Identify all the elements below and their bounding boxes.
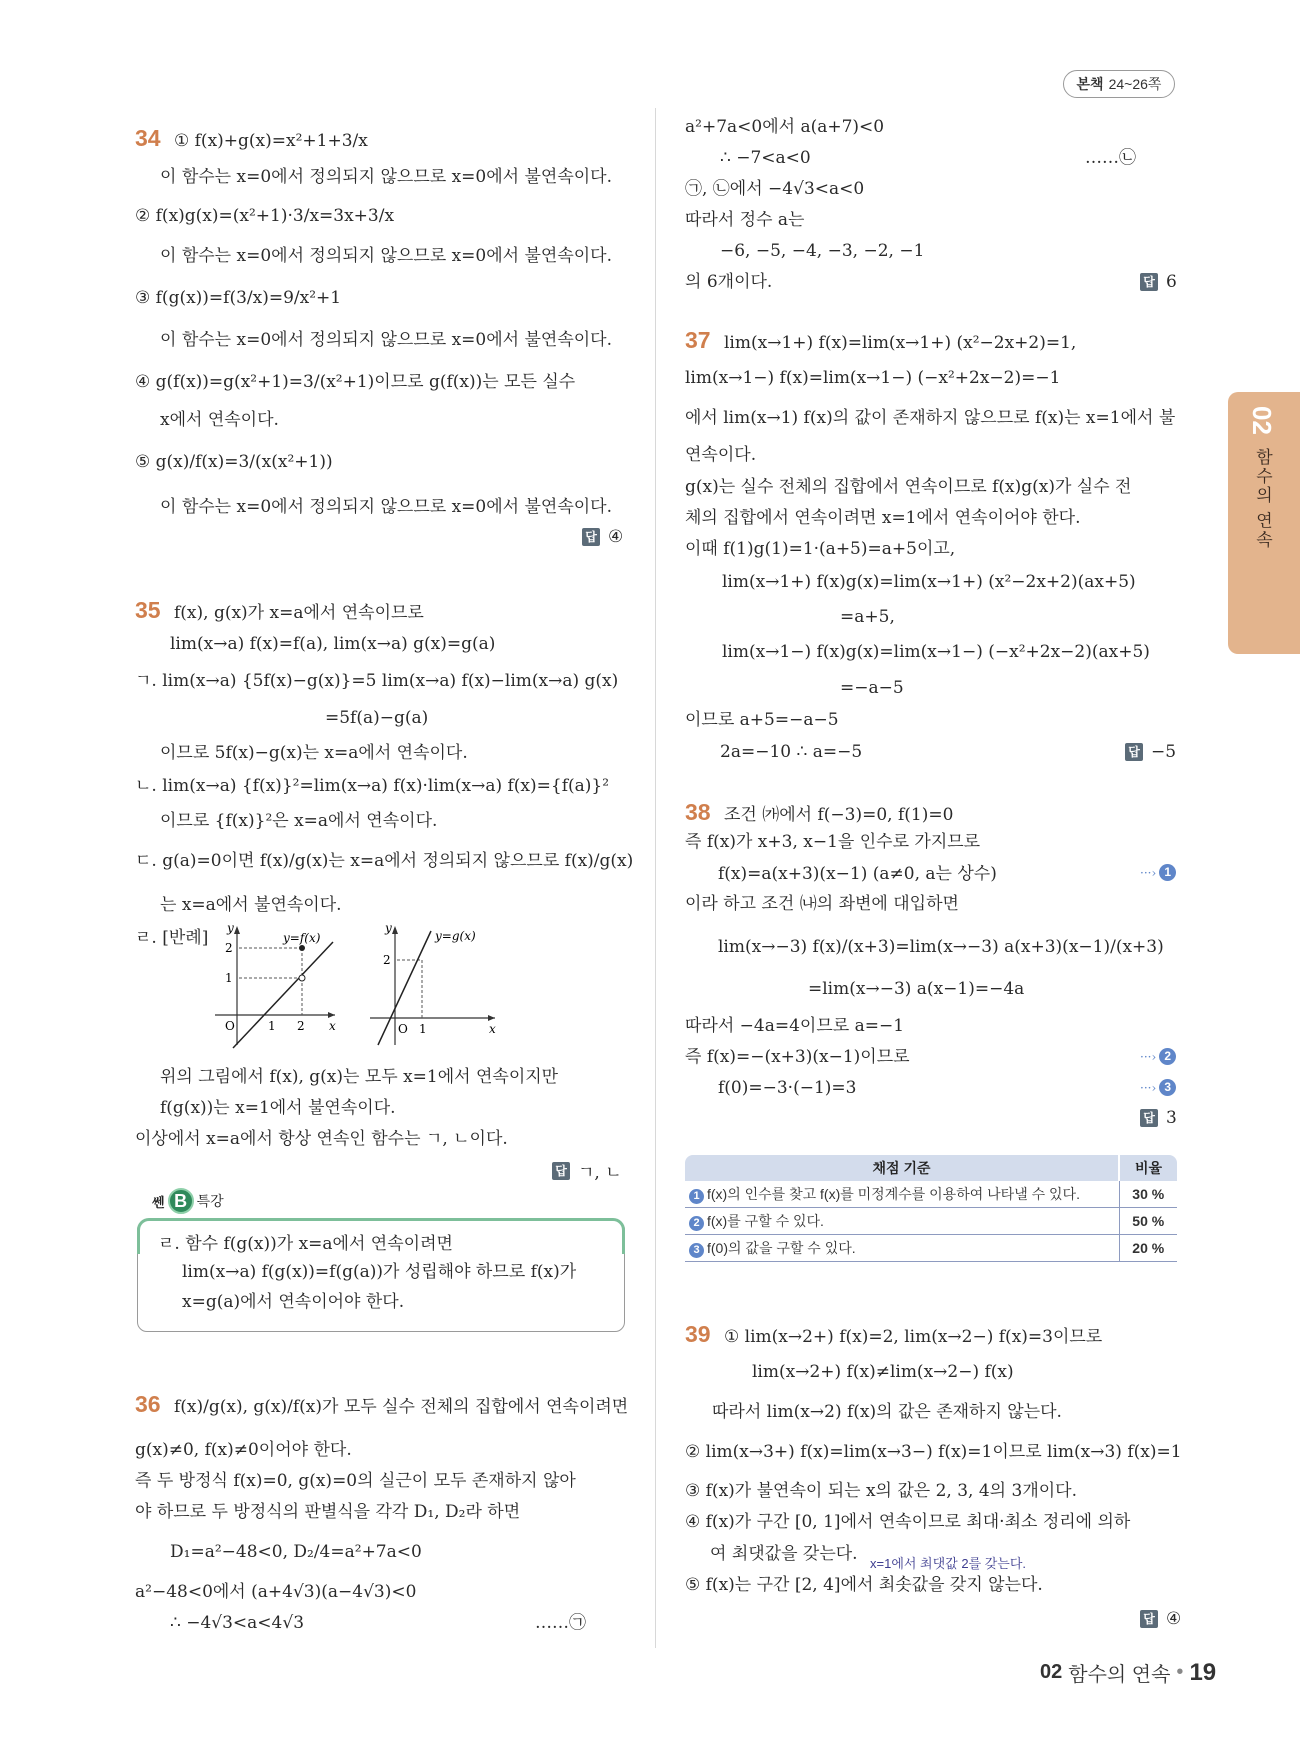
svg-text:1: 1	[225, 971, 233, 985]
step-2-icon: 2	[689, 1216, 704, 1231]
svg-text:y: y	[385, 921, 392, 935]
graph-g-counterexample	[365, 920, 505, 1050]
svg-text:O: O	[225, 1019, 235, 1033]
table-header-criteria: 채점 기준	[685, 1155, 1119, 1181]
q34-line-3: ② f(x)g(x)=(x²+1)·3/x=3x+3/x	[135, 206, 395, 226]
q36-line-2: g(x)≠0, f(x)≠0이어야 한다.	[135, 1440, 352, 1460]
answer-value: 3	[1166, 1108, 1177, 1128]
q35-line-8: ㄷ. g(a)=0이면 f(x)/g(x)는 x=a에서 정의되지 않으므로 f(x)/g(x)	[135, 851, 634, 871]
q34-answer	[582, 527, 623, 547]
question-number: 36	[135, 1391, 161, 1417]
svg-text:2: 2	[297, 1019, 305, 1033]
footer-chapter-number: 02	[1040, 1661, 1063, 1683]
q34-line-4: 이 함수는 x=0에서 정의되지 않으므로 x=0에서 불연속이다.	[160, 246, 612, 266]
answer-icon: 답	[582, 528, 600, 546]
q36-line-12: −6, −5, −4, −3, −2, −1	[720, 241, 925, 261]
q37-line-9: =a+5,	[840, 607, 895, 627]
page-reference-badge	[1063, 70, 1175, 98]
q38-line-1: 조건 ㈎에서 f(−3)=0, f(1)=0	[724, 805, 954, 825]
ratio-value: 20 %	[1119, 1235, 1177, 1262]
q35-line-1: f(x), g(x)가 x=a에서 연속이므로	[174, 603, 424, 623]
tip-badge-icon: B	[168, 1188, 194, 1214]
step-3-icon: 3	[689, 1243, 704, 1258]
q35-line-9: 는 x=a에서 불연속이다.	[160, 895, 342, 915]
q38-line-3: f(x)=a(x+3)(x−1) (a≠0, a는 상수)	[718, 864, 997, 884]
q38-answer	[1140, 1108, 1177, 1128]
q37-line-6: 체의 집합에서 연속이려면 x=1에서 연속이어야 한다.	[685, 508, 1081, 528]
q39-line-8: ⑤ f(x)는 구간 [2, 4]에서 최솟값을 갖지 않는다.	[685, 1575, 1043, 1595]
q39-line-6: ④ f(x)가 구간 [0, 1]에서 연속이므로 최대·최소 정리에 의하	[685, 1512, 1131, 1532]
tip-header	[152, 1188, 224, 1214]
svg-text:y: y	[227, 921, 234, 935]
step-2-icon: 2	[1159, 1048, 1176, 1065]
answer-icon: 답	[1140, 273, 1158, 291]
q36-line-7: ∴ −4√3<a<4√3	[170, 1613, 305, 1633]
svg-text:y=f(x): y=f(x)	[283, 931, 321, 945]
q34-line-6: 이 함수는 x=0에서 정의되지 않으므로 x=0에서 불연속이다.	[160, 330, 612, 350]
table-header-ratio: 비율	[1119, 1155, 1177, 1181]
q36-line-11: 따라서 정수 a는	[685, 210, 805, 230]
q37-line-11: =−a−5	[840, 678, 904, 698]
q36-line-9: ∴ −7<a<0	[720, 148, 811, 168]
q36-line-13: 의 6개이다.	[685, 272, 773, 292]
q36-line-6: a²−48<0에서 (a+4√3)(a−4√3)<0	[135, 1582, 417, 1602]
column-divider	[655, 108, 656, 1648]
chapter-number: 02	[1247, 406, 1277, 435]
q38-line-4: 이라 하고 조건 ㈏의 좌변에 대입하면	[685, 894, 959, 914]
criteria-text: f(0)의 값을 구할 수 있다.	[707, 1240, 856, 1256]
reference-pages: 24~26쪽	[1108, 76, 1162, 92]
ratio-value: 50 %	[1119, 1208, 1177, 1235]
chapter-title: 함수의 연속	[1253, 448, 1272, 550]
svg-text:1: 1	[419, 1022, 427, 1036]
svg-text:x: x	[329, 1019, 336, 1033]
svg-text:1: 1	[268, 1019, 276, 1033]
svg-text:O: O	[398, 1022, 408, 1036]
q38-line-8: 즉 f(x)=−(x+3)(x−1)이므로	[685, 1047, 910, 1067]
ratio-value: 30 %	[1119, 1181, 1177, 1208]
svg-text:2: 2	[225, 941, 233, 955]
step-1-icon: 1	[1159, 864, 1176, 881]
svg-text:2: 2	[383, 953, 391, 967]
tip-line-1: ㄹ. 함수 f(g(x))가 x=a에서 연속이려면	[158, 1234, 453, 1254]
q36-line-10: ㉠, ㉡에서 −4√3<a<0	[685, 179, 865, 199]
q36-mark-1: ……㉠	[535, 1613, 586, 1633]
question-number: 38	[685, 799, 711, 825]
q35-line-10: ㄹ. [반례]	[135, 928, 209, 948]
answer-value: ④	[1166, 1609, 1182, 1629]
step-1-icon: 1	[689, 1189, 704, 1204]
svg-text:y=g(x): y=g(x)	[435, 929, 476, 943]
q36-line-4: 야 하므로 두 방정식의 판별식을 각각 D₁, D₂라 하면	[135, 1502, 521, 1522]
tip-brand: 쎈	[152, 1194, 165, 1210]
footer-chapter-title: 함수의 연속	[1068, 1664, 1171, 1686]
q36-line-1: f(x)/g(x), g(x)/f(x)가 모두 실수 전체의 집합에서 연속이려면	[174, 1397, 629, 1417]
q37-answer	[1125, 742, 1176, 762]
answer-icon: 답	[1125, 743, 1143, 761]
q34-line-2: 이 함수는 x=0에서 정의되지 않으므로 x=0에서 불연속이다.	[160, 167, 612, 187]
q34-line-9: ⑤ g(x)/f(x)=3/(x(x²+1))	[135, 452, 333, 472]
q37-line-7: 이때 f(1)g(1)=1·(a+5)=a+5이고,	[685, 539, 956, 559]
question-number: 37	[685, 327, 711, 353]
q36-line-3: 즉 두 방정식 f(x)=0, g(x)=0의 실근이 모두 존재하지 않아	[135, 1471, 576, 1491]
q35-line-2: lim(x→a) f(x)=f(a), lim(x→a) g(x)=g(a)	[170, 634, 496, 654]
step-mark-2: ···› 2	[1140, 1048, 1179, 1065]
q37-line-13: 2a=−10 ∴ a=−5	[720, 742, 863, 762]
q37-line-5: g(x)는 실수 전체의 집합에서 연속이므로 f(x)g(x)가 실수 전	[685, 477, 1132, 497]
step-mark-3: ···› 3	[1140, 1079, 1179, 1096]
q37-line-10: lim(x→1−) f(x)g(x)=lim(x→1−) (−x²+2x−2)(ax+5)	[722, 642, 1150, 662]
table-row	[685, 1208, 1177, 1235]
table-row	[685, 1235, 1177, 1262]
q34-line-10: 이 함수는 x=0에서 정의되지 않으므로 x=0에서 불연속이다.	[160, 497, 612, 517]
q39-line-7: 여 최댓값을 갖는다.	[710, 1544, 858, 1564]
q36-line-8: a²+7a<0에서 a(a+7)<0	[685, 117, 885, 137]
q34-line-5: ③ f(g(x))=f(3/x)=9/x²+1	[135, 288, 342, 308]
reference-label: 본책	[1076, 76, 1104, 92]
q39-line-5: ③ f(x)가 불연속이 되는 x의 값은 2, 3, 4의 3개이다.	[685, 1481, 1077, 1501]
q38-line-2: 즉 f(x)가 x+3, x−1을 인수로 가지므로	[685, 832, 981, 852]
criteria-text: f(x)의 인수를 찾고 f(x)를 미정계수를 이용하여 나타낼 수 있다.	[707, 1186, 1080, 1202]
answer-value: −5	[1151, 742, 1177, 762]
q37-line-3: 에서 lim(x→1) f(x)의 값이 존재하지 않으므로 f(x)는 x=1에서 불	[685, 408, 1176, 428]
q34-line-7: ④ g(f(x))=g(x²+1)=3/(x²+1)이므로 g(f(x))는 모든 실수	[135, 372, 576, 392]
q35-line-7: 이므로 {f(x)}²은 x=a에서 연속이다.	[160, 811, 438, 831]
graph-f-counterexample	[205, 920, 345, 1050]
q37-line-1: lim(x→1+) f(x)=lim(x→1+) (x²−2x+2)=1,	[724, 333, 1077, 353]
question-number: 35	[135, 597, 161, 623]
q37-line-2: lim(x→1−) f(x)=lim(x→1−) (−x²+2x−2)=−1	[685, 368, 1061, 388]
step-mark-1: ···› 1	[1140, 864, 1179, 881]
q39-line-1: ① lim(x→2+) f(x)=2, lim(x→2−) f(x)=3이므로	[724, 1327, 1103, 1347]
answer-value: ㄱ, ㄴ	[578, 1163, 622, 1183]
q35-line-12: f(g(x))는 x=1에서 불연속이다.	[160, 1098, 396, 1118]
q34-line-1: ① f(x)+g(x)=x²+1+3/x	[174, 131, 368, 151]
criteria-text: f(x)를 구할 수 있다.	[707, 1213, 824, 1229]
q36-line-5: D₁=a²−48<0, D₂/4=a²+7a<0	[170, 1542, 422, 1562]
step-3-icon: 3	[1159, 1079, 1176, 1096]
page-number: 19	[1189, 1658, 1217, 1686]
answer-value: ④	[608, 527, 624, 547]
answer-value: 6	[1166, 272, 1177, 292]
q35-answer	[552, 1158, 622, 1183]
q35-line-4: =5f(a)−g(a)	[325, 708, 429, 728]
svg-text:x: x	[489, 1022, 496, 1036]
q39-annotation: x=1에서 최댓값 2를 갖는다.	[870, 1556, 1027, 1571]
q35-line-13: 이상에서 x=a에서 항상 연속인 함수는 ㄱ, ㄴ이다.	[135, 1129, 508, 1149]
q35-line-6: ㄴ. lim(x→a) {f(x)}²=lim(x→a) f(x)·lim(x→a) f(x)={f(a)}²	[135, 776, 610, 796]
q38-line-9: f(0)=−3·(−1)=3	[718, 1078, 857, 1098]
q38-line-7: 따라서 −4a=4이므로 a=−1	[685, 1016, 905, 1036]
q38-line-6: =lim(x→−3) a(x−1)=−4a	[808, 979, 1025, 999]
chapter-side-tab[interactable]	[1228, 392, 1300, 654]
answer-icon: 답	[1140, 1109, 1158, 1127]
tip-line-2: lim(x→a) f(g(x))=f(g(a))가 성립해야 하므로 f(x)가	[182, 1262, 577, 1282]
q37-line-12: 이므로 a+5=−a−5	[685, 710, 839, 730]
scoring-criteria-table	[685, 1155, 1177, 1262]
footer-separator: •	[1176, 1661, 1184, 1683]
q39-line-2: lim(x→2+) f(x)≠lim(x→2−) f(x)	[752, 1362, 1014, 1382]
tip-label: 특강	[196, 1193, 224, 1209]
q35-line-11: 위의 그림에서 f(x), g(x)는 모두 x=1에서 연속이지만	[160, 1067, 559, 1087]
q39-answer	[1140, 1609, 1181, 1629]
page-footer	[1040, 1658, 1216, 1687]
answer-icon: 답	[552, 1162, 570, 1180]
q36-mark-2: ……㉡	[1085, 148, 1136, 168]
q34-line-8: x에서 연속이다.	[160, 410, 279, 430]
question-number: 34	[135, 125, 161, 151]
q35-line-5: 이므로 5f(x)−g(x)는 x=a에서 연속이다.	[160, 743, 468, 763]
tip-line-3: x=g(a)에서 연속이어야 한다.	[182, 1292, 405, 1312]
table-row	[685, 1181, 1177, 1208]
q37-line-8: lim(x→1+) f(x)g(x)=lim(x→1+) (x²−2x+2)(ax+5)	[722, 572, 1136, 592]
question-number: 39	[685, 1321, 711, 1347]
q39-line-4: ② lim(x→3+) f(x)=lim(x→3−) f(x)=1이므로 lim(x→3) f(x)=1	[685, 1442, 1182, 1462]
q35-line-3: ㄱ. lim(x→a) {5f(x)−g(x)}=5 lim(x→a) f(x)−lim(x→a) g(x)	[135, 671, 619, 691]
q36-answer	[1140, 272, 1177, 292]
q37-line-4: 연속이다.	[685, 445, 757, 465]
q38-line-5: lim(x→−3) f(x)/(x+3)=lim(x→−3) a(x+3)(x−1)/(x+3)	[718, 937, 1164, 957]
q39-line-3: 따라서 lim(x→2) f(x)의 값은 존재하지 않는다.	[712, 1402, 1062, 1422]
answer-icon: 답	[1140, 1610, 1158, 1628]
